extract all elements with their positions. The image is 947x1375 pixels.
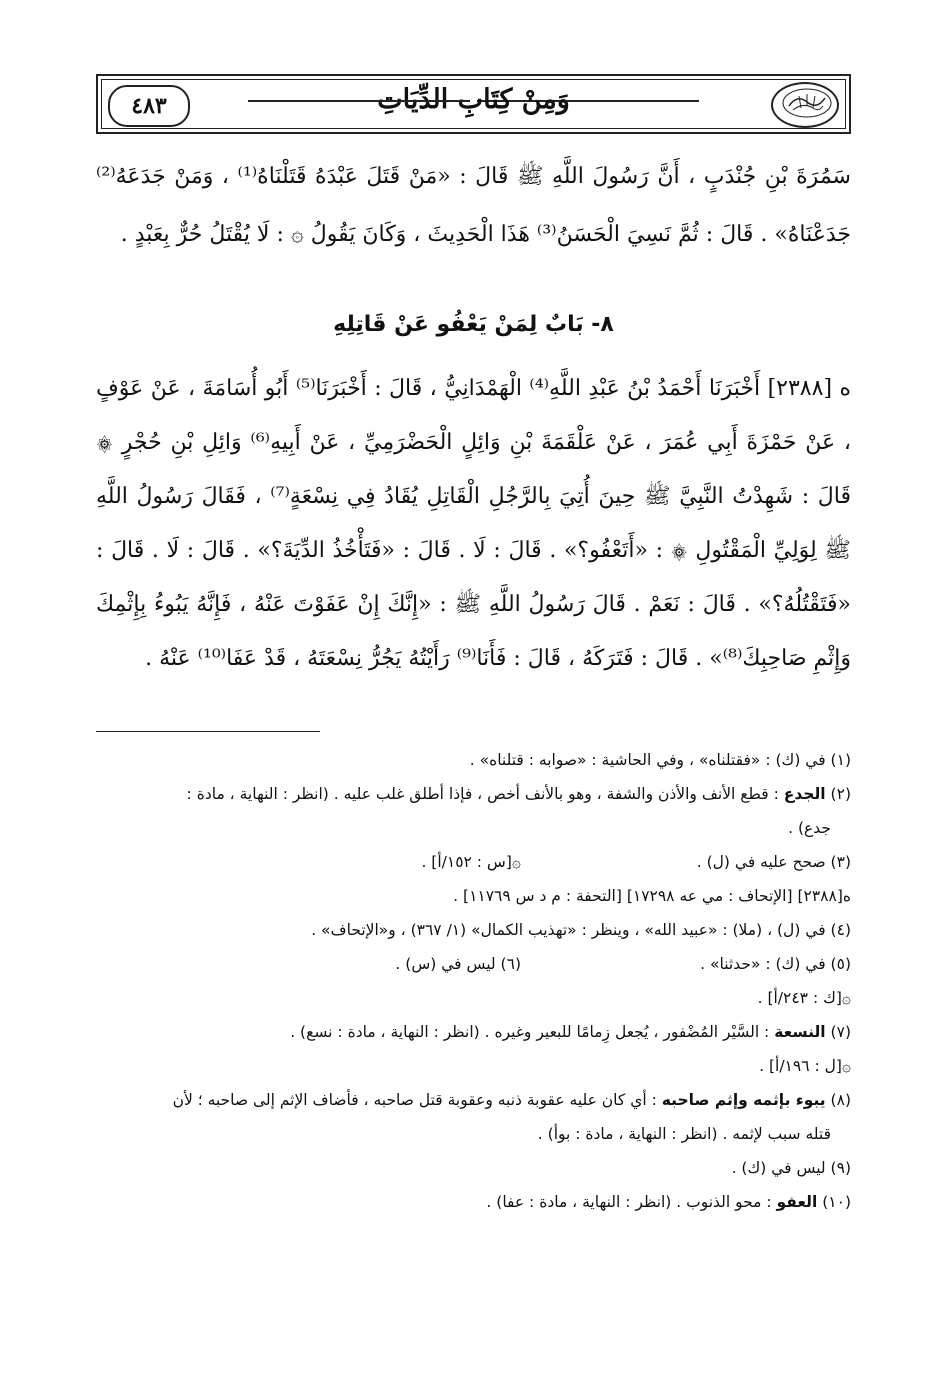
footnote-10-term: العفو: [776, 1193, 818, 1211]
footnote-divider: [96, 731, 320, 732]
hadith-text: أَخْبَرَنَا أَحْمَدُ بْنُ عَبْدِ اللَّهِ⁽⁴⁾ الْهَمْدَانِيُّ ، قَالَ : أَخْبَرَنَا⁽⁵⁾ أَبُو أُسَامَةَ ، عَنْ عَوْفٍ ، عَنْ حَمْزَةَ أَبِي عُمَرَ ، عَنْ عَلْقَمَةَ بْنِ وَائِلٍ الْحَضْرَمِيِّ ، عَنْ أَبِيهِ⁽⁶⁾ وَائِلِ بْنِ حُجْرٍ ۞ قَالَ : شَهِدْتُ النَّبِيَّ ﷺ حِينَ أُتِيَ بِالرَّجُلِ الْقَاتِلِ يُقَادُ فِي نِسْعَةٍ⁽⁷⁾ ، فَقَالَ رَسُولُ اللَّهِ ﷺ لِوَلِيِّ الْمَقْتُولِ ۞ : «أَتَعْفُو؟» . قَالَ : لَا . قَالَ : «فَتَأْخُذُ الدِّيَةَ؟» . قَالَ : لَا . قَالَ : «فَتَقْتُلُهُ؟» . قَالَ : نَعَمْ . قَالَ رَسُولُ اللَّهِ ﷺ : «إِنَّكَ إِنْ عَفَوْتَ عَنْهُ ، فَإِنَّهُ يَبُوءُ بِإِثْمِكَ وَإِثْمِ صَاحِبِكَ⁽⁸⁾» . قَالَ : فَتَرَكَهُ ، قَالَ : فَأَنَا⁽⁹⁾ رَأَيْتُهُ يَجُرُّ نِسْعَتَهُ ، قَدْ عَفَا⁽¹⁰⁾ عَنْهُ .: [96, 376, 852, 671]
footnote-9: (٩) ليس في (ك) .: [731, 1159, 851, 1177]
manuscript-ref-1: ۞[ك : ٢٤٣/أ] .: [757, 989, 851, 1007]
footnote-5-6-row: [96, 947, 851, 981]
footnotes: [96, 743, 851, 1219]
hadith-number: [٢٣٨٨]: [767, 376, 833, 401]
footnote-3: (٣) صحح عليه في (ل) .: [696, 853, 851, 871]
footnote-5: (٥) في (ك) : «حدثنا» .: [700, 955, 851, 973]
header-rule-left: [248, 100, 470, 102]
hadith-paragraph: [96, 362, 851, 686]
footnote-2-text: : قطع الأنف والأذن والشفة ، وهو بالأنف أخص ، فإذا أطلق غلب عليه . (انظر : النهاية ، مادة :: [186, 785, 779, 803]
section-heading: ٨- بَابٌ لِمَنْ يَعْفُو عَنْ قَاتِلِهِ: [333, 312, 614, 337]
footnote-10-text: : محو الذنوب . (انظر : النهاية ، مادة : عفا) .: [486, 1193, 772, 1211]
footnote-10-number: (١٠): [822, 1193, 851, 1211]
footnote-7-number: (٧): [830, 1023, 851, 1041]
continuation-paragraph: [96, 148, 851, 264]
footnote-8-continued: قتله سبب لإثمه . (انظر : النهاية ، مادة : بوأ) .: [537, 1125, 831, 1143]
footnote-8-number: (٨): [830, 1091, 851, 1109]
footnote-10: [96, 1185, 851, 1219]
footnote-3-row: [96, 845, 851, 879]
chapter-title: وَمِنْ كِتَابِ الدِّيَاتِ: [377, 84, 570, 115]
library-seal-icon: [771, 82, 839, 128]
footnote-8-text: : أي كان عليه عقوبة ذنبه وعقوبة قتل صاحبه ، فأضاف الإثم إلى صاحبه ؛ لأن: [172, 1091, 657, 1109]
page-number: ٤٨٣: [108, 85, 190, 127]
footnote-1: (١) في (ك) : «فقتلناه» ، وفي الحاشية : «صوابه : قتلناه» .: [469, 751, 851, 769]
footnote-7-term: النسعة: [774, 1023, 826, 1041]
footnote-3-side-ref: ۞[س : ١٥٢/أ] .: [421, 853, 521, 871]
footnote-6: (٦) ليس في (س) .: [395, 955, 521, 973]
hadith-reference: ه[٢٣٨٨] [الإتحاف : مي عه ١٧٢٩٨] [التحفة : م د س ١١٧٦٩] .: [453, 887, 851, 905]
header-rule-right: [477, 100, 699, 102]
continuation-text: سَمُرَةَ بْنِ جُنْدَبٍ ، أَنَّ رَسُولَ اللَّهِ ﷺ قَالَ : «مَنْ قَتَلَ عَبْدَهُ قَتَلْنَاهُ⁽¹⁾ ، وَمَنْ جَدَعَهُ⁽²⁾ جَدَعْنَاهُ» . قَالَ : ثُمَّ نَسِيَ الْحَسَنُ⁽³⁾ هَذَا الْحَدِيثَ ، وَكَانَ يَقُولُ ۞ : لَا يُقْتَلُ حُرٌّ بِعَبْدٍ .: [96, 164, 851, 247]
footnote-8: [96, 1083, 851, 1117]
manuscript-ref-2: ۞[ل : ١٩٦/أ] .: [759, 1057, 851, 1075]
footnote-2-term: الجدع: [783, 785, 826, 803]
page-header: [96, 74, 851, 134]
hadith-marker: ه: [839, 376, 851, 401]
footnote-2-number: (٢): [830, 785, 851, 803]
footnote-4: (٤) في (ل) ، (ملا) : «عبيد الله» ، وينظر : «تهذيب الكمال» (١/ ٣٦٧) ، و«الإتحاف» .: [311, 921, 851, 939]
footnote-2: [96, 777, 851, 811]
footnote-8-term: يبوء بإثمه وإثم صاحبه: [661, 1091, 826, 1109]
footnote-7: [96, 1015, 851, 1049]
footnote-7-text: : السَّيْر المُضْفور ، يُجعل زِمامًا للبعير وغيره . (انظر : النهاية ، مادة : نسع) .: [290, 1023, 770, 1041]
footnote-2-continued: جدع) .: [788, 819, 831, 837]
